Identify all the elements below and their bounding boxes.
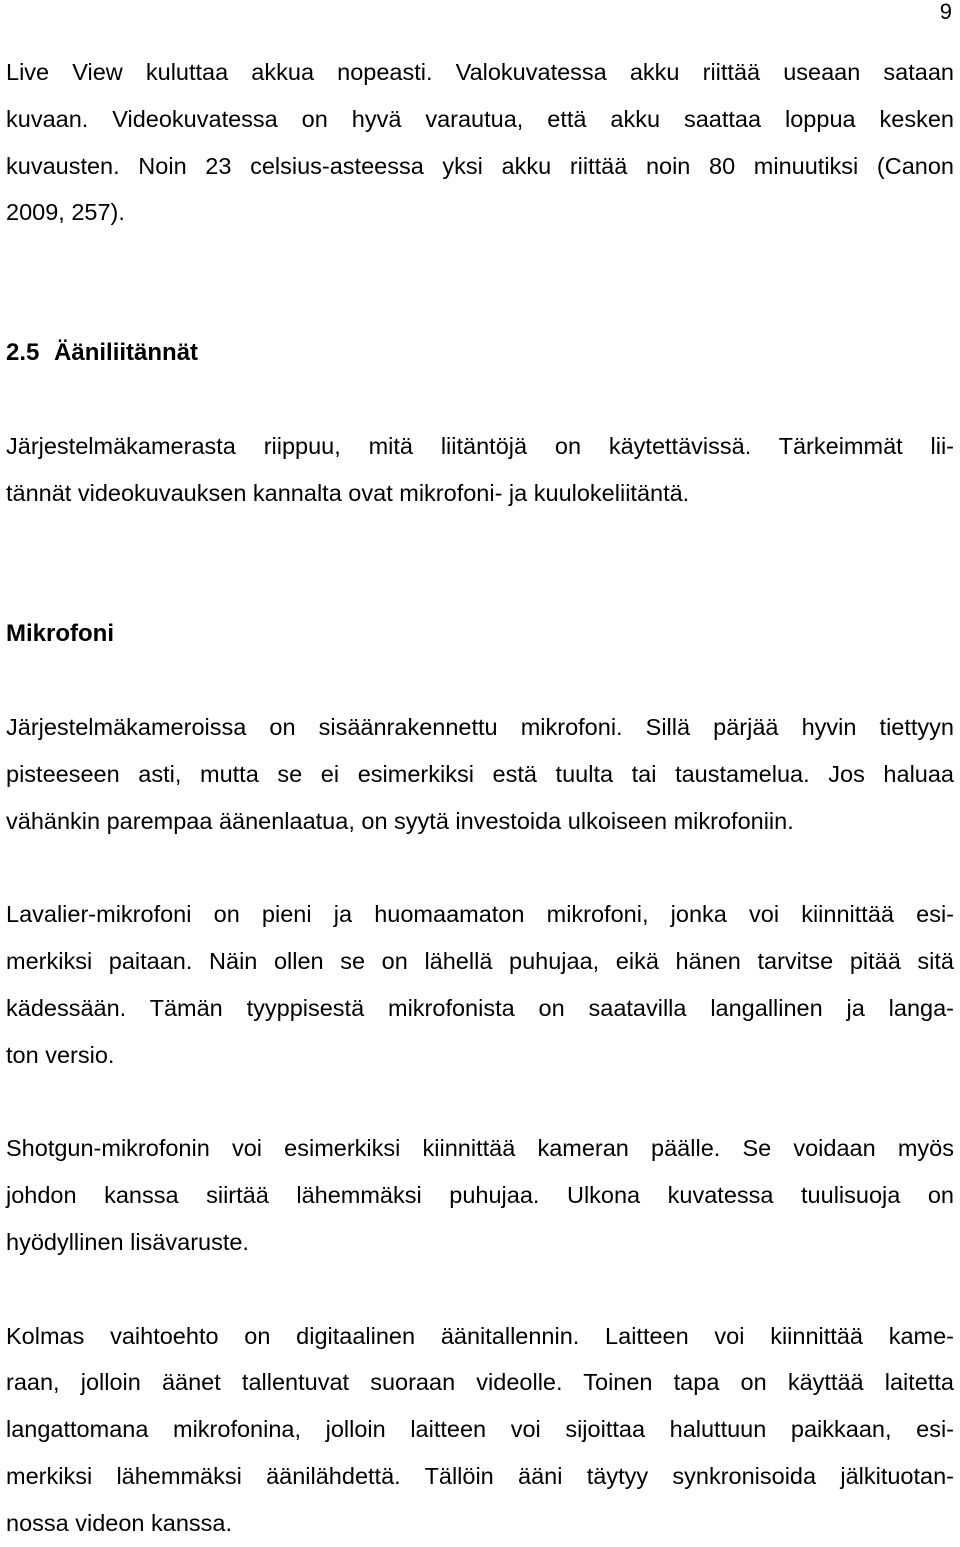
text-line: Järjestelmäkamerasta riippuu, mitä liitäntöjä on käytettävissä. Tärkeimmät lii- <box>6 433 954 460</box>
text-line: Järjestelmäkameroissa on sisäänrakennettu mikrofoni. Sillä pärjää hyvin tiettyyn <box>6 714 954 741</box>
text-line: Shotgun-mikrofonin voi esimerkiksi kiinnittää kameran päälle. Se voidaan myös <box>6 1135 954 1162</box>
text-line: vähänkin parempaa äänenlaatua, on syytä investoida ulkoiseen mikrofoniin. <box>6 807 794 834</box>
text-line: merkiksi paitaan. Näin ollen se on lähellä puhujaa, eikä hänen tarvitse pitää sitä <box>6 948 954 975</box>
paragraph-recorder <box>6 1313 954 1547</box>
section-heading-audio-connections: 2.5 Ääniliitännät <box>6 338 199 366</box>
subsection-heading-microphone: Mikrofoni <box>6 619 114 647</box>
text-line: langattomana mikrofonina, jolloin laitteen voi sijoittaa haluttuun paikkaan, esi- <box>6 1416 954 1443</box>
text-line: ton versio. <box>6 1041 115 1068</box>
text-line: johdon kanssa siirtää lähemmäksi puhujaa. Ulkona kuvatessa tuulisuoja on <box>6 1182 954 1209</box>
text-line: Kolmas vaihtoehto on digitaalinen äänitallennin. Laitteen voi kiinnittää kame- <box>6 1322 954 1349</box>
text-line: tännät videokuvauksen kannalta ovat mikrofoni- ja kuulokeliitäntä. <box>6 480 690 507</box>
text-line: kuvaan. Videokuvatessa on hyvä varautua, että akku saattaa loppua kesken <box>6 105 954 132</box>
document-body <box>6 49 954 1547</box>
text-line: 2009, 257). <box>6 199 125 226</box>
text-line: merkiksi lähemmäksi äänilähdettä. Tällöin ääni täytyy synkronisoida jälkituotan- <box>6 1462 954 1489</box>
text-line: pisteeseen asti, mutta se ei esimerkiksi estä tuulta tai taustamelua. Jos haluaa <box>6 760 954 787</box>
text-line: raan, jolloin äänet tallentuvat suoraan videolle. Toinen tapa on käyttää laitetta <box>6 1369 954 1396</box>
text-line: nossa videon kanssa. <box>6 1509 233 1536</box>
text-line: kuvausten. Noin 23 celsius-asteessa yksi akku riittää noin 80 minuutiksi (Canon <box>6 152 954 179</box>
paragraph-shotgun <box>6 1125 954 1265</box>
text-line: Live View kuluttaa akkua nopeasti. Valokuvatessa akku riittää useaan sataan <box>6 59 954 85</box>
text-line: kädessään. Tämän tyyppisestä mikrofonista on saatavilla langallinen ja langa- <box>6 994 954 1021</box>
paragraph-builtin-mic <box>6 704 954 844</box>
page-number: 9 <box>939 0 952 24</box>
text-line: hyödyllinen lisävaruste. <box>6 1228 249 1255</box>
paragraph-connections <box>6 423 954 517</box>
text-line: Lavalier-mikrofoni on pieni ja huomaamaton mikrofoni, jonka voi kiinnittää esi- <box>6 901 954 928</box>
paragraph-battery <box>6 49 954 236</box>
paragraph-lavalier <box>6 891 954 1078</box>
